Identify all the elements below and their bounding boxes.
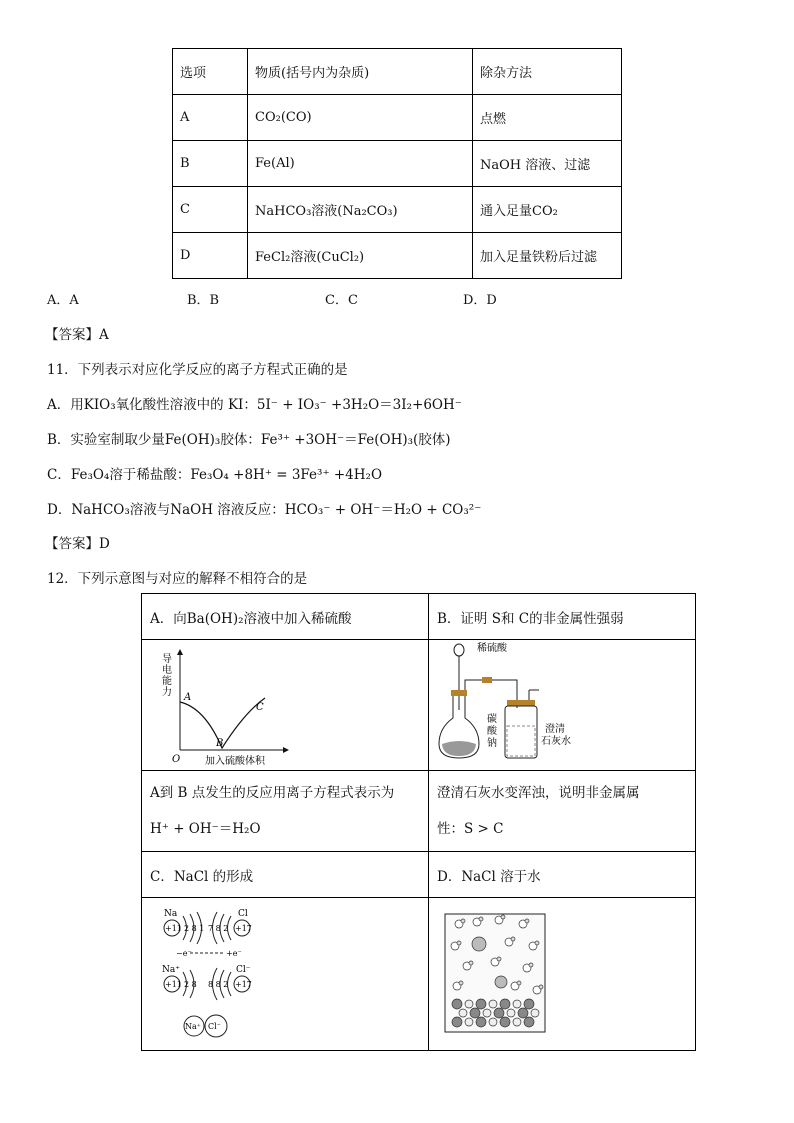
nacl-formation-cell: [142, 898, 429, 1051]
stopper-2: [507, 700, 535, 706]
cell-a-title[interactable]: A．向Ba(OH)₂溶液中加入稀硫酸: [142, 594, 429, 640]
ylabel-char-1: 导: [162, 654, 172, 665]
flask-label-1: 碳: [487, 714, 497, 725]
choice-c[interactable]: C．C: [325, 293, 358, 308]
funnel-label: 稀硫酸: [477, 643, 507, 654]
ylabel-char-2: 电: [162, 665, 172, 676]
choice-b[interactable]: B．B: [187, 293, 220, 308]
q11-option-b[interactable]: B．实验室制取少量Fe(OH)₃胶体：Fe³⁺ +3OH⁻＝Fe(OH)₃(胶体): [47, 432, 451, 448]
na-symbol: Na: [164, 909, 178, 919]
lattice-ion: [452, 1017, 462, 1027]
water-hydrogen: [525, 919, 529, 923]
cell-c-title[interactable]: C．NaCl 的形成: [142, 852, 429, 898]
ylabel-char-4: 力: [162, 687, 172, 698]
hydrated-ion: [472, 937, 486, 951]
water-hydrogen: [497, 957, 501, 961]
flask-label-3: 钠: [487, 738, 497, 749]
q12-stem: 12．下列示意图与对应的解释不相符合的是: [47, 571, 308, 587]
q11-option-a[interactable]: A．用KIO₃氧化酸性溶液中的 KI：5I⁻ + IO₃⁻ +3H₂O＝3I₂+6OH⁻: [47, 397, 462, 413]
row-method: NaOH 溶液、过滤: [473, 141, 622, 187]
header-method: 除杂方法: [473, 49, 622, 95]
q11-stem: 11．下列表示对应化学反应的离子方程式正确的是: [47, 362, 348, 378]
choice-a[interactable]: A．A: [47, 293, 79, 308]
q11-option-c[interactable]: C．Fe₃O₄溶于稀盐酸：Fe₃O₄ +8H⁺ = 3Fe³⁺ +4H₂O: [47, 467, 383, 483]
nacl-dissolving-diagram: [437, 898, 687, 1046]
electron-lost-label: −e⁻: [176, 949, 192, 958]
water-hydrogen: [539, 985, 543, 989]
lattice-ion: [524, 999, 534, 1009]
water-hydrogen: [469, 961, 473, 965]
water-hydrogen: [535, 941, 539, 945]
cell-d-title[interactable]: D．NaCl 溶于水: [429, 852, 696, 898]
gas-apparatus: [437, 640, 677, 766]
wash-bottle: [505, 706, 537, 758]
flask-liquid: [442, 741, 476, 756]
lattice-ion: [476, 1017, 486, 1027]
cell-b-exp-line2: 性：S > C: [437, 821, 504, 837]
lattice-ion: [476, 999, 486, 1009]
row-method: 通入足量CO₂: [473, 187, 622, 233]
lattice-ion: [483, 1009, 491, 1017]
na-nucleus-label: +11: [165, 924, 182, 933]
lattice-ion: [465, 1018, 473, 1026]
row-substance: FeCl₂溶液(CuCl₂): [248, 233, 473, 279]
q12-table: [141, 593, 696, 1051]
row-option: C: [173, 187, 248, 233]
cell-b-explanation: [429, 771, 696, 852]
cell-b-title[interactable]: B．证明 S和 C的非金属性强弱: [429, 594, 696, 640]
lattice-ion: [465, 1000, 473, 1008]
row-option: B: [173, 141, 248, 187]
q10-table: [172, 48, 622, 279]
cell-b-exp-line1: 澄清石灰水变浑浊，说明非金属属: [437, 785, 640, 801]
flask-label-2: 酸: [487, 726, 497, 737]
lattice-ion: [494, 1008, 504, 1018]
cl-ion-sphere-label: Cl⁻: [208, 1022, 221, 1031]
nacl-dissolving-cell: [429, 898, 696, 1051]
row-method: 加入足量铁粉后过滤: [473, 233, 622, 279]
water-hydrogen: [461, 919, 465, 923]
q11-option-d[interactable]: D．NaHCO₃溶液与NaOH 溶液反应：HCO₃⁻ + OH⁻＝H₂O + CO₃²⁻: [47, 502, 482, 518]
header-option: 选项: [173, 49, 248, 95]
conductivity-graph-cell: [142, 640, 429, 771]
cl-symbol: Cl: [238, 909, 248, 919]
table-row: [173, 95, 622, 141]
na-ion-nucleus-label: +11: [165, 980, 182, 989]
row-method: 点燃: [473, 95, 622, 141]
row-option: A: [173, 95, 248, 141]
lattice-ion: [518, 1008, 528, 1018]
q10-answer: 【答案】A: [45, 327, 109, 343]
lattice-ion: [500, 1017, 510, 1027]
na-shells: 2 8 1: [184, 924, 205, 933]
cl-nucleus-label: +17: [235, 924, 252, 933]
water-hydrogen: [479, 917, 483, 921]
bottle-label-1: 澄清: [545, 724, 565, 735]
electron-gained-label: +e⁻: [226, 949, 242, 958]
lattice-ion: [489, 1018, 497, 1026]
point-b-label: B: [216, 738, 224, 749]
lattice-ion: [500, 999, 510, 1009]
lattice-ion: [470, 1008, 480, 1018]
apparatus-cell: [429, 640, 696, 771]
water-hydrogen: [459, 981, 463, 985]
lattice-ion: [513, 1018, 521, 1026]
table-row: [173, 141, 622, 187]
cl-ion-shells: 8 8 2: [208, 980, 229, 989]
table-row: [173, 187, 622, 233]
limewater: [507, 726, 535, 756]
lattice-ion: [489, 1000, 497, 1008]
x-axis-label: 加入硫酸体积: [205, 756, 265, 766]
tube-joint: [482, 677, 492, 683]
table-header-row: [173, 49, 622, 95]
lattice-ion: [507, 1009, 515, 1017]
hydrated-ion: [495, 976, 507, 988]
lattice-ion: [531, 1009, 539, 1017]
header-substance: 物质(括号内为杂质): [248, 49, 473, 95]
cell-a-exp-line2: H⁺ + OH⁻＝H₂O: [150, 821, 261, 837]
nacl-formation-diagram: [150, 898, 400, 1046]
cl-ion-symbol: Cl⁻: [236, 965, 251, 975]
point-a-label: A: [184, 692, 192, 703]
row-substance: NaHCO₃溶液(Na₂CO₃): [248, 187, 473, 233]
lattice-ion: [459, 1009, 467, 1017]
cell-a-explanation: [142, 771, 429, 852]
water-hydrogen: [501, 915, 505, 919]
ylabel-char-3: 能: [162, 676, 172, 687]
lattice-ion: [524, 1017, 534, 1027]
water-hydrogen: [529, 963, 533, 967]
lattice-ion: [452, 999, 462, 1009]
table-row: [173, 233, 622, 279]
conductivity-graph: [150, 640, 420, 766]
stopper-1: [451, 690, 467, 696]
row-substance: CO₂(CO): [248, 95, 473, 141]
water-hydrogen: [457, 941, 461, 945]
row-option: D: [173, 233, 248, 279]
water-hydrogen: [511, 937, 515, 941]
y-axis-label: [162, 653, 172, 698]
funnel-bulb: [454, 644, 464, 656]
na-ion-shells: 2 8: [184, 980, 197, 989]
q11-answer: 【答案】D: [45, 536, 110, 552]
water-hydrogen: [517, 981, 521, 985]
bottle-label-2: 石灰水: [541, 736, 571, 747]
row-substance: Fe(Al): [248, 141, 473, 187]
point-c-label: C: [256, 702, 264, 713]
cl-ion-nucleus-label: +17: [235, 980, 252, 989]
na-ion-sphere-label: Na⁺: [185, 1022, 201, 1031]
choice-d[interactable]: D．D: [463, 293, 497, 308]
origin-label: O: [172, 754, 181, 765]
cell-a-exp-line1: A到 B 点发生的反应用离子方程式表示为: [150, 785, 395, 801]
lattice-ion: [513, 1000, 521, 1008]
na-ion-symbol: Na⁺: [162, 965, 180, 975]
cl-shells: 7 8 2: [208, 924, 229, 933]
